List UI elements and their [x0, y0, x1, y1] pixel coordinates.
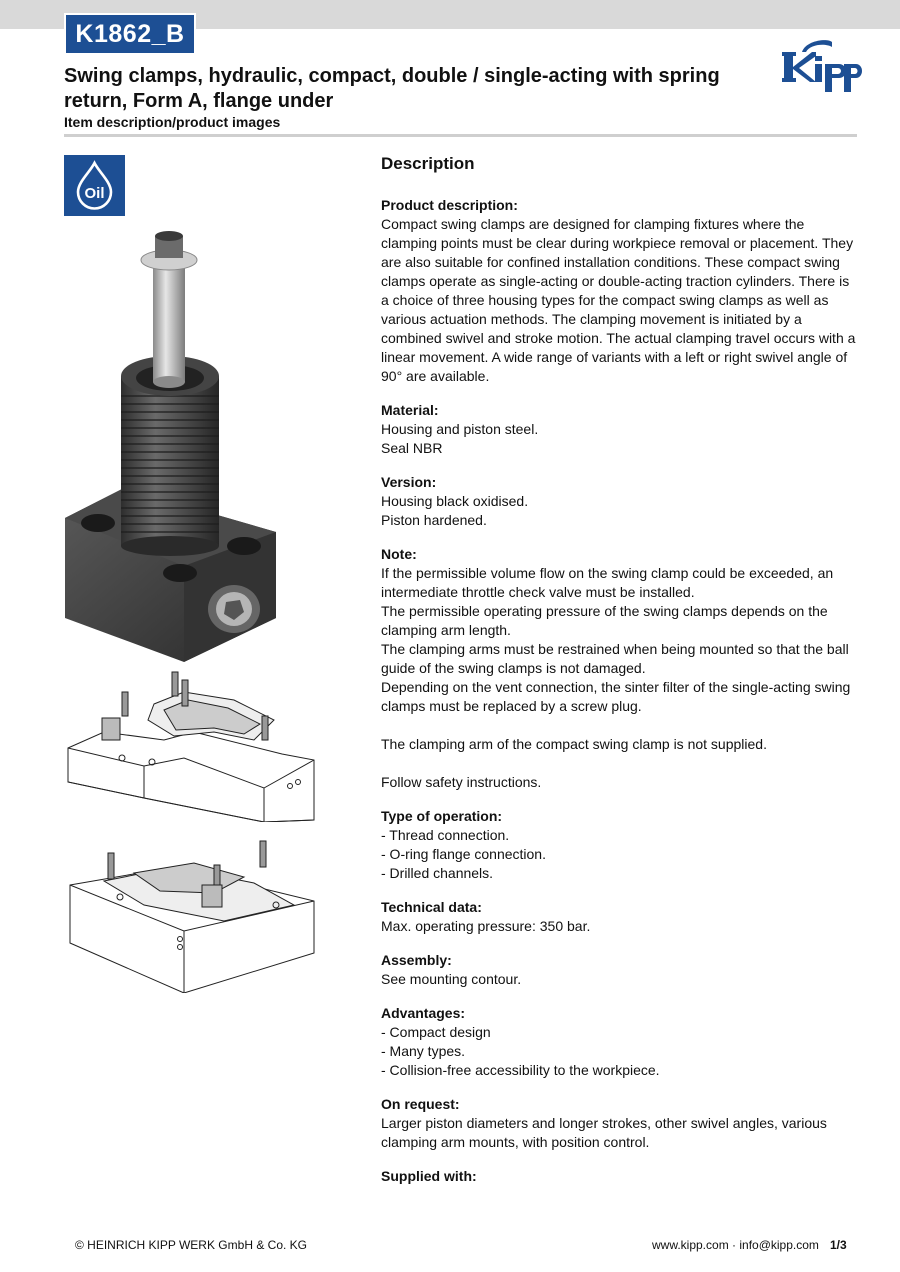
section-version — [381, 473, 859, 530]
section-title: Note: — [381, 546, 417, 562]
section-text: See mounting contour. — [381, 971, 522, 987]
footer-page-number: 1/3 — [830, 1238, 847, 1252]
section-text: Compact swing clamps are designed for clamping fixtures where the clamping points must be clear during workpiece removal or placement. They are also suitable for confined installation conditions. These compact swing clamps operate as single-acting or double-acting traction cylinders. There is a choice of three housing types for the compact swing clamps as well as various actuation methods. The clamping movement is initiated by a combined swivel and stroke motion. The actual clamping travel occurs with a linear movement. A wide range of variants with a left or right swivel angle of 90° are available. — [381, 216, 856, 384]
page-title: Swing clamps, hydraulic, compact, double / single-acting with spring return, Form A, flange under — [64, 65, 720, 112]
section-text: - Compact design - Many types. - Collision-free accessibility to the workpiece. — [381, 1024, 660, 1078]
footer-contact: www.kipp.com · info@kipp.com — [652, 1238, 819, 1252]
section-text: Housing black oxidised. Piston hardened. — [381, 493, 529, 528]
kipp-logo — [782, 38, 862, 94]
section-note — [381, 545, 859, 792]
section-text: Housing and piston steel. Seal NBR — [381, 421, 539, 456]
section-title: Product description: — [381, 197, 518, 213]
oil-badge — [64, 155, 125, 216]
section-title: Assembly: — [381, 952, 452, 968]
fixture-drawing-2 — [64, 835, 320, 993]
section-advantages — [381, 1004, 859, 1080]
section-type-of-operation — [381, 807, 859, 883]
footer-copyright: © HEINRICH KIPP WERK GmbH & Co. KG — [75, 1238, 307, 1252]
section-material — [381, 401, 859, 458]
section-title: Supplied with: — [381, 1168, 477, 1184]
section-text: If the permissible volume flow on the swing clamp could be exceeded, an intermediate throttle check valve must be installed. The permissible operating pressure of the swing clamps depends on the clamping arm length. The clamping arms must be restrained when being mounted so that the ball guide of the swing clamps is not damaged. Depending on the vent connection, the sinter filter of the single-acting swing clamps must be replaced by a screw plug. The clamping arm of the compact swing clamp is not supplied. Follow safety instructions. — [381, 565, 851, 790]
section-title: Version: — [381, 474, 437, 490]
section-technical-data — [381, 898, 859, 936]
product-code: K1862_B — [66, 15, 194, 53]
section-on-request — [381, 1095, 859, 1152]
section-text: Larger piston diameters and longer strokes, other swivel angles, various clamping arm mounts, with position control. — [381, 1115, 827, 1150]
page-subtitle: Item description/product images — [64, 114, 281, 130]
section-title: Technical data: — [381, 899, 482, 915]
section-title: Type of operation: — [381, 808, 503, 824]
swing-clamp-product-image — [64, 226, 320, 662]
description-column — [381, 152, 859, 1201]
section-text: Max. operating pressure: 350 bar. — [381, 918, 591, 934]
section-title: On request: — [381, 1096, 460, 1112]
product-code-badge — [64, 13, 196, 55]
section-supplied-with — [381, 1167, 859, 1186]
oil-label: Oil — [84, 185, 105, 202]
section-text: - Thread connection. - O-ring flange connection. - Drilled channels. — [381, 827, 546, 881]
section-title: Advantages: — [381, 1005, 466, 1021]
description-heading: Description — [381, 154, 475, 173]
fixture-drawing-1 — [64, 670, 320, 822]
section-product-description — [381, 196, 859, 386]
section-title: Material: — [381, 402, 439, 418]
oil-drop-icon — [64, 155, 125, 216]
header-divider — [64, 134, 857, 137]
section-assembly — [381, 951, 859, 989]
